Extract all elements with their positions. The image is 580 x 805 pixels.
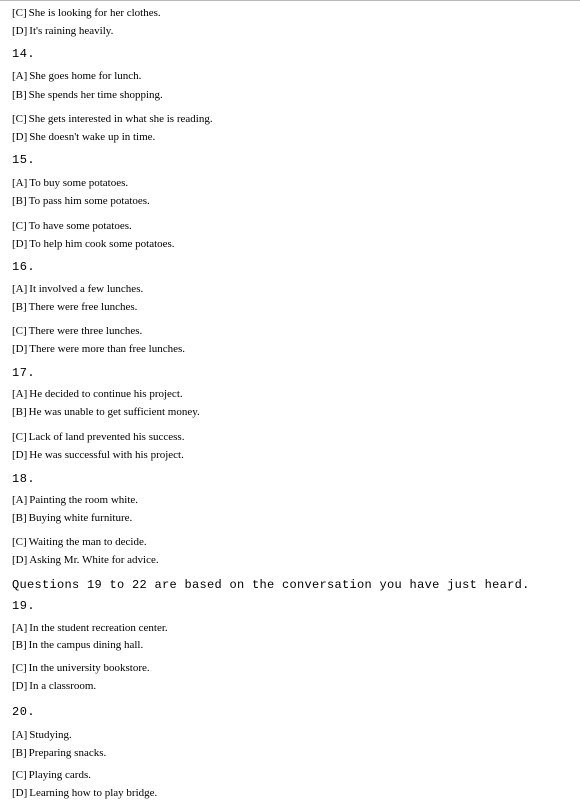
- option-label: [D]: [12, 787, 28, 799]
- answer-option: [12, 344, 185, 355]
- answer-option: [12, 513, 132, 524]
- question-number: 19.: [12, 599, 36, 613]
- option-text: In the student recreation center.: [29, 622, 168, 634]
- question-number: 14.: [12, 47, 36, 61]
- option-label: [C]: [12, 536, 27, 548]
- option-label: [B]: [12, 195, 27, 207]
- option-text: There were free lunches.: [28, 301, 138, 313]
- option-label: [C]: [12, 431, 27, 443]
- option-label: [A]: [12, 729, 28, 741]
- option-label: [D]: [12, 131, 28, 143]
- option-text: Learning how to play bridge.: [29, 787, 158, 799]
- question-number: 17.: [12, 366, 36, 380]
- answer-option: [12, 432, 184, 443]
- option-label: [A]: [12, 388, 28, 400]
- option-text: In the campus dining hall.: [28, 639, 144, 651]
- option-text: In a classroom.: [29, 680, 97, 692]
- option-text: Painting the room white.: [29, 494, 139, 506]
- option-label: [B]: [12, 512, 27, 524]
- answer-option: [12, 132, 155, 143]
- option-label: [B]: [12, 747, 27, 759]
- option-text: He decided to continue his project.: [29, 388, 183, 400]
- option-text: She doesn't wake up in time.: [29, 131, 156, 143]
- option-label: [C]: [12, 325, 27, 337]
- answer-option: [12, 730, 72, 741]
- option-label: [D]: [12, 554, 28, 566]
- answer-option: [12, 26, 113, 37]
- option-text: It involved a few lunches.: [29, 283, 144, 295]
- option-text: There were three lunches.: [28, 325, 143, 337]
- option-label: [D]: [12, 343, 28, 355]
- option-text: Asking Mr. White for advice.: [29, 554, 159, 566]
- option-text: She spends her time shopping.: [28, 89, 163, 101]
- option-label: [D]: [12, 238, 28, 250]
- option-label: [C]: [12, 220, 27, 232]
- option-label: [A]: [12, 283, 28, 295]
- answer-option: [12, 8, 161, 19]
- option-label: [C]: [12, 769, 27, 781]
- answer-option: [12, 770, 91, 781]
- answer-option: [12, 450, 184, 461]
- answer-option: [12, 748, 106, 759]
- option-text: She gets interested in what she is reading.: [28, 113, 213, 125]
- option-label: [A]: [12, 70, 28, 82]
- answer-option: [12, 537, 147, 548]
- option-text: Preparing snacks.: [28, 747, 107, 759]
- answer-option: [12, 389, 183, 400]
- option-text: To help him cook some potatoes.: [29, 238, 175, 250]
- answer-option: [12, 681, 96, 692]
- option-label: [B]: [12, 639, 27, 651]
- option-text: There were more than free lunches.: [29, 343, 186, 355]
- option-text: Buying white furniture.: [28, 512, 133, 524]
- option-text: To have some potatoes.: [28, 220, 132, 232]
- answer-option: [12, 555, 159, 566]
- question-number: 20.: [12, 705, 36, 719]
- option-text: To pass him some potatoes.: [28, 195, 150, 207]
- answer-option: [12, 788, 157, 799]
- question-number: 15.: [12, 153, 36, 167]
- answer-option: [12, 663, 150, 674]
- option-text: Waiting the man to decide.: [28, 536, 147, 548]
- answer-option: [12, 623, 168, 634]
- answer-option: [12, 495, 138, 506]
- option-text: In the university bookstore.: [28, 662, 150, 674]
- section-instruction: Questions 19 to 22 are based on the conversation you have just heard.: [12, 578, 530, 592]
- option-label: [D]: [12, 25, 28, 37]
- option-label: [A]: [12, 494, 28, 506]
- option-text: Studying.: [29, 729, 72, 741]
- answer-option: [12, 407, 200, 418]
- answer-option: [12, 239, 175, 250]
- option-label: [A]: [12, 622, 28, 634]
- question-number: 16.: [12, 260, 36, 274]
- option-text: It's raining heavily.: [29, 25, 114, 37]
- answer-option: [12, 71, 141, 82]
- option-text: Playing cards.: [28, 769, 91, 781]
- top-divider: [0, 0, 580, 1]
- option-label: [B]: [12, 301, 27, 313]
- answer-option: [12, 221, 132, 232]
- option-label: [C]: [12, 7, 27, 19]
- answer-option: [12, 196, 150, 207]
- option-text: To buy some potatoes.: [29, 177, 129, 189]
- option-label: [B]: [12, 89, 27, 101]
- option-label: [A]: [12, 177, 28, 189]
- answer-option: [12, 284, 143, 295]
- answer-option: [12, 326, 142, 337]
- answer-option: [12, 640, 143, 651]
- answer-option: [12, 90, 163, 101]
- option-label: [B]: [12, 406, 27, 418]
- option-label: [D]: [12, 680, 28, 692]
- answer-option: [12, 302, 137, 313]
- option-label: [C]: [12, 662, 27, 674]
- option-label: [D]: [12, 449, 28, 461]
- option-text: She goes home for lunch.: [29, 70, 142, 82]
- answer-option: [12, 178, 128, 189]
- option-text: He was successful with his project.: [29, 449, 184, 461]
- answer-option: [12, 114, 213, 125]
- option-text: She is looking for her clothes.: [28, 7, 161, 19]
- option-text: He was unable to get sufficient money.: [28, 406, 200, 418]
- question-number: 18.: [12, 472, 36, 486]
- option-label: [C]: [12, 113, 27, 125]
- option-text: Lack of land prevented his success.: [28, 431, 185, 443]
